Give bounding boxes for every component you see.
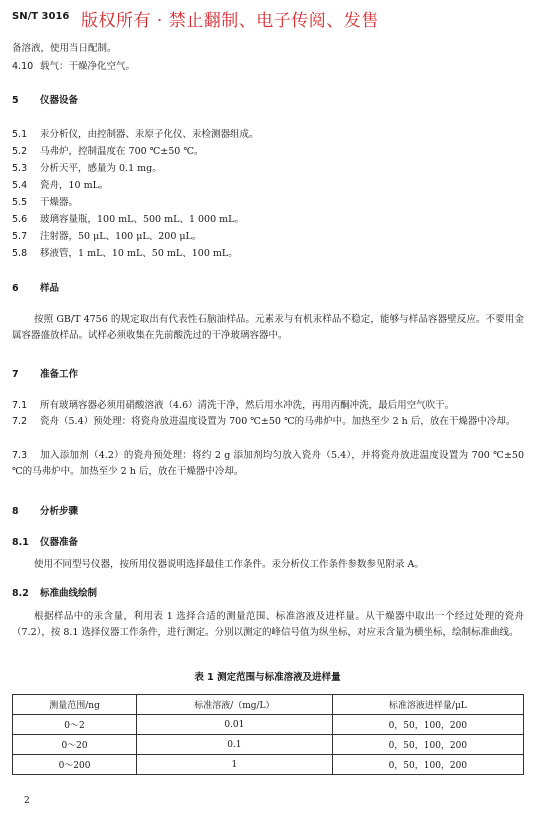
clause-5-1: [12, 126, 259, 140]
table-cell: 0～2: [13, 715, 137, 735]
clause-text: 干燥器。: [40, 197, 79, 208]
clause-7-3: [12, 448, 524, 480]
table-header-cell: 测量范围/ng: [13, 695, 137, 715]
table-title: 表 1 测定范围与标准溶液及进样量: [194, 672, 341, 683]
clause-text: 汞分析仪，由控制器、汞原子化仪、汞检测器组成。: [40, 129, 259, 140]
section-title: 准备工作: [40, 369, 79, 380]
table-cell: 0，50，100，200: [332, 735, 523, 755]
table-cell: 0～20: [13, 735, 137, 755]
clause-text: 瓷舟（5.4）预处理：将瓷舟放进温度设置为 700 ℃±50 ℃的马弗炉中。加热至少 2 h 后，放在干燥器中冷却。: [40, 416, 516, 427]
table-cell: 0.1: [137, 735, 333, 755]
section-6-heading: [12, 280, 59, 294]
clause-5-6: [12, 211, 244, 225]
copyright-watermark: 版权所有 · 禁止翻制、电子传阅、发售: [81, 11, 379, 31]
clause-text: 瓷舟，10 mL。: [40, 180, 109, 191]
clause-text: 分析天平，感量为 0.1 mg。: [40, 163, 162, 174]
clause-5-3: [12, 160, 162, 174]
section-8-heading: [12, 503, 78, 517]
measurement-range-table: [12, 694, 524, 775]
section-number: 8.1: [12, 537, 29, 548]
section-title: 样品: [40, 283, 60, 294]
table-row: [13, 755, 524, 775]
clause-number: 7.1: [12, 400, 28, 411]
subsection-8-1-paragraph: 使用不同型号仪器，按所用仪器说明选择最佳工作条件。汞分析仪工作条件参数参见附录 A。: [34, 559, 424, 570]
clause-7-1: [12, 398, 524, 414]
clause-5-5: [12, 194, 78, 208]
section-title: 仪器设备: [40, 95, 79, 106]
clause-text: 注射器，50 μL、100 μL、200 μL。: [40, 231, 202, 242]
clause-number: 5.2: [12, 146, 28, 157]
table-header-cell: 标准溶液进样量/μL: [332, 695, 523, 715]
section-number: 8.2: [12, 588, 29, 599]
clause-5-4: [12, 177, 108, 191]
clause-5-2: [12, 143, 204, 157]
clause-number: 7.3: [12, 450, 28, 461]
section-6-paragraph: 按照 GB/T 4756 的规定取出有代表性石脑油样品。元素汞与有机汞样品不稳定，能够与样品容器壁反应。不要用金属容器盛放样品。试样必须收集在先前酸洗过的干净玻璃容器中。: [12, 314, 524, 341]
clause-number: 5.6: [12, 214, 28, 225]
table-row: [13, 735, 524, 755]
section-5-heading: [12, 92, 78, 106]
clause-text: 加入添加剂（4.2）的瓷舟预处理：将约 2 g 添加剂均匀放入瓷舟（5.4），并将瓷舟放进温度设置为 700 ℃±50 ℃的马弗炉中。加热至少 2 h 后，放在干燥器中冷却。: [12, 450, 524, 477]
clause-5-7: [12, 228, 201, 242]
standard-code: SN/T 3016: [12, 11, 70, 22]
clause-number: 5.1: [12, 129, 28, 140]
clause-number: 5.4: [12, 180, 28, 191]
clause-text: 载气：干燥净化空气。: [40, 61, 136, 72]
clause-4-10: [12, 58, 135, 72]
clause-5-8: [12, 245, 238, 259]
section-title: 分析步骤: [40, 506, 79, 517]
subsection-8-2-heading: [12, 585, 97, 599]
table-cell: 0，50，100，200: [332, 755, 523, 775]
subsection-8-1-heading: [12, 534, 78, 548]
section-title: 仪器准备: [40, 537, 79, 548]
clause-number: 5.3: [12, 163, 28, 174]
clause-number: 5.7: [12, 231, 28, 242]
clause-number: 5.8: [12, 248, 28, 259]
clause-text: 所有玻璃容器必须用硝酸溶液（4.6）清洗干净，然后用水冲洗，再用丙酮冲洗，最后用空气吹干。: [40, 400, 455, 411]
clause-number: 4.10: [12, 61, 34, 72]
clause-number: 5.5: [12, 197, 28, 208]
section-number: 5: [12, 95, 19, 106]
clause-text: 玻璃容量瓶，100 mL、500 mL、1 000 mL。: [40, 214, 244, 225]
table-cell: 0.01: [137, 715, 333, 735]
clause-text: 马弗炉，控制温度在 700 ℃±50 ℃。: [40, 146, 204, 157]
section-title: 标准曲线绘制: [40, 588, 98, 599]
clause-number: 7.2: [12, 416, 28, 427]
clause-7-2: [12, 414, 524, 430]
table-row: [13, 715, 524, 735]
table-cell: 1: [137, 755, 333, 775]
section-number: 7: [12, 369, 19, 380]
intro-line: 备溶液，使用当日配制。: [12, 43, 117, 54]
table-header-row: [13, 695, 524, 715]
subsection-8-2-paragraph: 根据样品中的汞含量，利用表 1 选择合适的测量范围、标准溶液及进样量。从干燥器中取出一个经过处理的瓷舟（7.2），按 8.1 选择仪器工作条件，进行测定。分别以测定的峰信号值为纵坐标，对应汞含量为横坐标，绘制标准曲线。: [12, 611, 524, 638]
table-cell: 0～200: [13, 755, 137, 775]
section-number: 8: [12, 506, 19, 517]
table-cell: 0，50，100，200: [332, 715, 523, 735]
section-number: 6: [12, 283, 19, 294]
clause-text: 移液管，1 mL、10 mL、50 mL、100 mL。: [40, 248, 238, 259]
section-7-heading: [12, 366, 78, 380]
table-header-cell: 标准溶液/（mg/L）: [137, 695, 333, 715]
page-number: 2: [24, 796, 30, 806]
